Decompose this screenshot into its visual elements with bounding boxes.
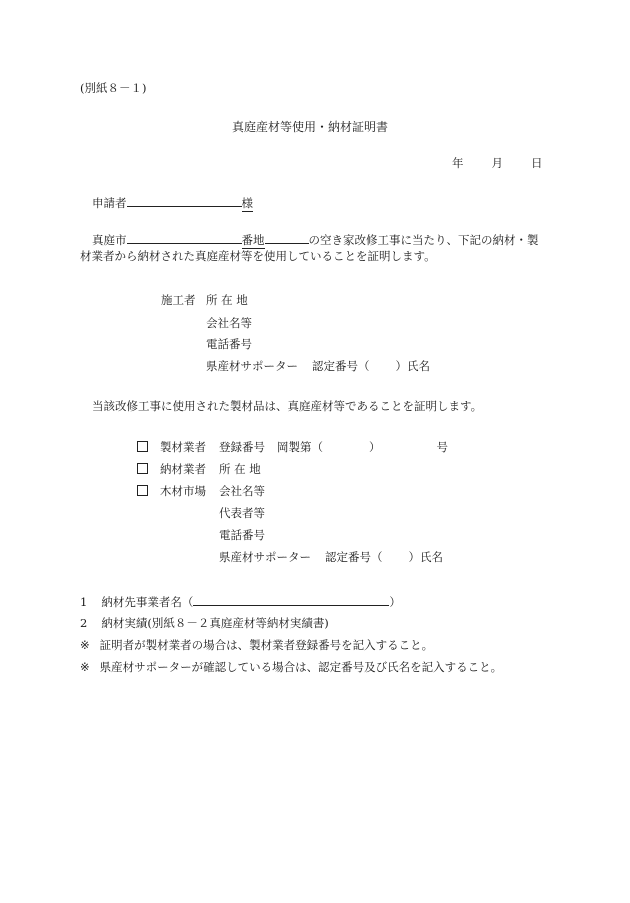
note-3 bbox=[80, 637, 433, 653]
note-mark: ※ bbox=[80, 660, 90, 674]
supplier-option-label: 製材業者 bbox=[160, 440, 206, 454]
applicant-line bbox=[92, 194, 253, 212]
note-text: 証明者が製材業者の場合は、製材業者登録番号を記入すること。 bbox=[99, 638, 434, 652]
note-4 bbox=[80, 659, 502, 675]
applicant-label: 申請者 bbox=[92, 196, 127, 210]
statement-banchi: 番地 bbox=[241, 233, 265, 247]
contractor-address-label: 所 在 地 bbox=[206, 293, 248, 307]
note-text: 納材先事業者名（ bbox=[101, 595, 194, 609]
supplier-company-label: 会社名等 bbox=[219, 484, 265, 498]
note-mark: 2 bbox=[80, 616, 88, 630]
address-blank[interactable] bbox=[127, 231, 242, 244]
supplier-option-2 bbox=[137, 461, 206, 477]
contractor-supporter-line bbox=[206, 358, 430, 374]
contractor-cert-label: 認定番号（ bbox=[312, 359, 370, 373]
note-text: 納材実績(別紙８－２真庭産材等納材実績書) bbox=[101, 616, 329, 630]
certify-text: 当該改修工事に使用された製材品は、真庭産材等であることを証明します。 bbox=[92, 399, 483, 413]
applicant-honorific: 様 bbox=[241, 196, 253, 210]
checkbox[interactable] bbox=[137, 463, 148, 474]
supplier-supporter-label: 県産材サポーター bbox=[219, 550, 311, 564]
contractor-company-label: 会社名等 bbox=[206, 316, 252, 330]
attachment-label: (別紙８－１) bbox=[80, 81, 147, 95]
date-year: 年 bbox=[452, 156, 464, 170]
statement-text-1: の空き家改修工事に当たり、下記の納材・製 bbox=[308, 233, 539, 247]
registration-close: ） bbox=[369, 440, 381, 454]
contractor-label: 施工者 bbox=[161, 293, 196, 307]
note-close: ） bbox=[389, 595, 401, 609]
statement-text-2: 材業者から納材された真庭産材等を使用していることを証明します。 bbox=[80, 249, 436, 263]
date-line bbox=[452, 155, 543, 171]
supplier-option-label: 木材市場 bbox=[160, 484, 206, 498]
registration-label: 登録番号 bbox=[219, 440, 265, 454]
supplier-option-label: 納材業者 bbox=[160, 462, 206, 476]
note-1 bbox=[80, 593, 401, 610]
registration-suffix: 号 bbox=[436, 440, 448, 454]
supplier-supporter-line bbox=[219, 549, 443, 565]
note-2 bbox=[80, 615, 329, 631]
contractor-phone-label: 電話番号 bbox=[206, 337, 252, 351]
document-title: 真庭産材等使用・納材証明書 bbox=[232, 120, 389, 134]
registration-line bbox=[219, 439, 448, 455]
contractor-supporter-label: 県産材サポーター bbox=[206, 359, 298, 373]
date-month: 月 bbox=[491, 156, 503, 170]
applicant-name-blank[interactable] bbox=[127, 194, 242, 207]
delivery-recipient-blank[interactable] bbox=[193, 593, 389, 606]
statement-line-1 bbox=[92, 231, 539, 249]
checkbox[interactable] bbox=[137, 485, 148, 496]
registration-prefix: 岡製第（ bbox=[277, 440, 323, 454]
supplier-option-3 bbox=[137, 483, 206, 499]
note-mark: 1 bbox=[80, 595, 88, 609]
supplier-phone-label: 電話番号 bbox=[219, 528, 265, 542]
supplier-cert-close: ）氏名 bbox=[408, 550, 443, 564]
supplier-option-1 bbox=[137, 439, 206, 455]
banchi-number-blank[interactable] bbox=[265, 231, 309, 244]
contractor-cert-close: ）氏名 bbox=[395, 359, 430, 373]
note-mark: ※ bbox=[80, 638, 90, 652]
statement-city: 真庭市 bbox=[92, 233, 127, 247]
supplier-cert-label: 認定番号（ bbox=[325, 550, 383, 564]
supplier-address-label: 所 在 地 bbox=[219, 462, 261, 476]
supplier-representative-label: 代表者等 bbox=[219, 506, 265, 520]
note-text: 県産材サポーターが確認している場合は、認定番号及び氏名を記入すること。 bbox=[99, 660, 503, 674]
checkbox[interactable] bbox=[137, 441, 148, 452]
date-day: 日 bbox=[531, 156, 543, 170]
